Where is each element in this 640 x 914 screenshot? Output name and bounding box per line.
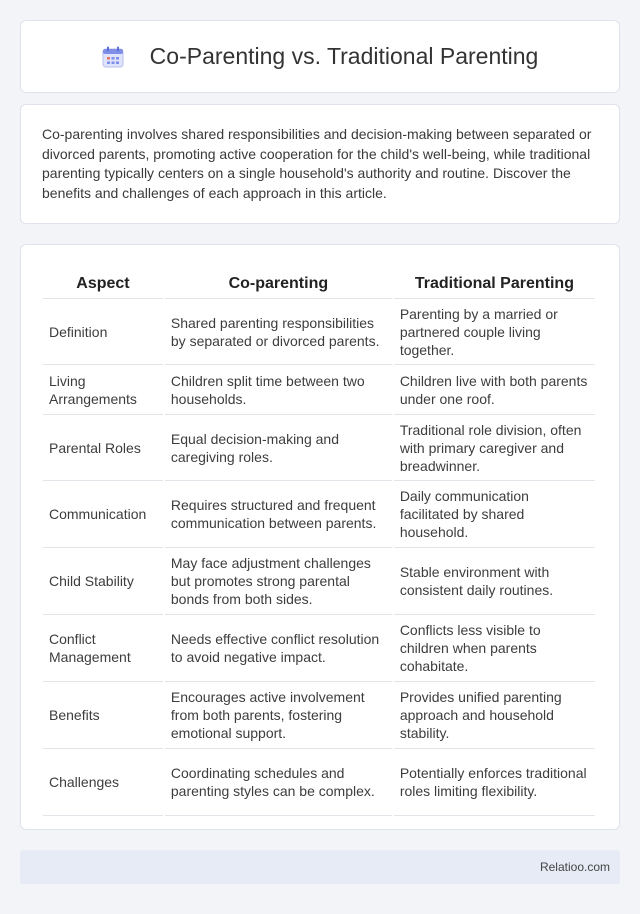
cell-traditional: Daily communication facilitated by shared household. [394, 481, 595, 548]
cell-co-parenting: Encourages active involvement from both parents, fostering emotional support. [165, 682, 392, 749]
cell-traditional: Children live with both parents under one roof. [394, 365, 595, 415]
cell-co-parenting: Coordinating schedules and parenting styles can be complex. [165, 749, 392, 816]
cell-co-parenting: Needs effective conflict resolution to avoid negative impact. [165, 615, 392, 682]
cell-co-parenting: Children split time between two households. [165, 365, 392, 415]
cell-aspect: Benefits [43, 682, 163, 749]
cell-co-parenting: Shared parenting responsibilities by separated or divorced parents. [165, 299, 392, 365]
table-row [43, 481, 595, 548]
table-row [43, 415, 595, 481]
table-header-row [43, 265, 595, 299]
title-card [20, 20, 620, 93]
cell-traditional: Stable environment with consistent daily routines. [394, 548, 595, 615]
footer [20, 850, 620, 884]
cell-traditional: Provides unified parenting approach and household stability. [394, 682, 595, 749]
table-row [43, 682, 595, 749]
header-aspect: Aspect [43, 265, 163, 299]
cell-aspect: Communication [43, 481, 163, 548]
footer-brand: Relatioo.com [539, 860, 610, 874]
cell-traditional: Parenting by a married or partnered couple living together. [394, 299, 595, 365]
calendar-icon [102, 46, 124, 68]
page-title: Co-Parenting vs. Traditional Parenting [149, 43, 539, 69]
cell-co-parenting: May face adjustment challenges but promotes strong parental bonds from both sides. [165, 548, 392, 615]
table-row [43, 365, 595, 415]
cell-aspect: Conflict Management [43, 615, 163, 682]
header-traditional: Traditional Parenting [394, 265, 595, 299]
cell-aspect: Definition [43, 299, 163, 365]
table-row [43, 749, 595, 816]
cell-co-parenting: Equal decision-making and caregiving roles. [165, 415, 392, 481]
header-co-parenting: Co-parenting [165, 265, 392, 299]
cell-co-parenting: Requires structured and frequent communication between parents. [165, 481, 392, 548]
cell-aspect: Child Stability [43, 548, 163, 615]
cell-aspect: Challenges [43, 749, 163, 816]
intro-card [20, 104, 620, 224]
table-row [43, 299, 595, 365]
comparison-table [41, 265, 597, 816]
table-row [43, 548, 595, 615]
cell-aspect: Parental Roles [43, 415, 163, 481]
table-row [43, 615, 595, 682]
cell-traditional: Potentially enforces traditional roles limiting flexibility. [394, 749, 595, 816]
cell-traditional: Conflicts less visible to children when parents cohabitate. [394, 615, 595, 682]
cell-aspect: Living Arrangements [43, 365, 163, 415]
table-card [20, 244, 620, 830]
intro-text: Co-parenting involves shared responsibilities and decision-making between separated or divorced parents, promoting active cooperation for the child's well-being, while traditional parenting typically centers on a single household's authority and routine. Discover the benefits and challenges of each approach in this article. [42, 126, 592, 201]
cell-traditional: Traditional role division, often with primary caregiver and breadwinner. [394, 415, 595, 481]
